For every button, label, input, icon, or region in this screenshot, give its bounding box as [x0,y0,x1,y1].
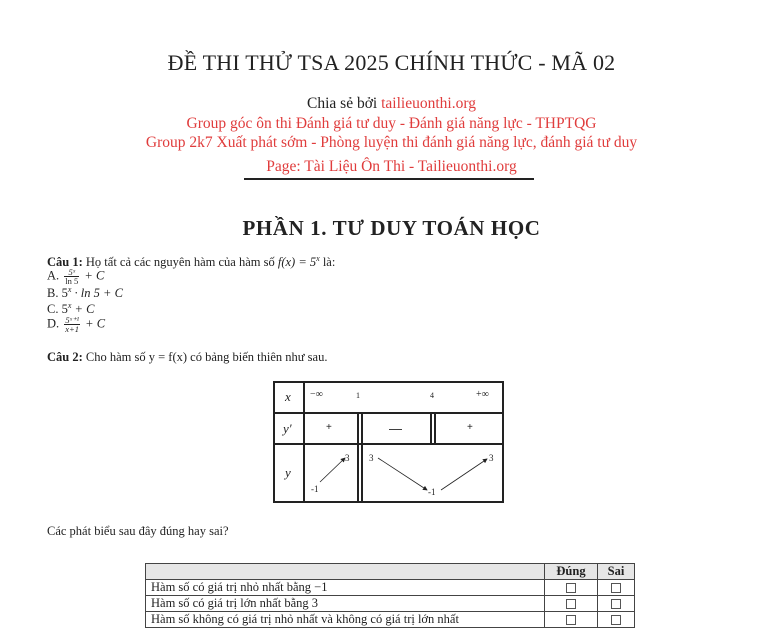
tf-prompt: Các phát biểu sau đây đúng hay sai? [47,524,229,538]
true-header: Đúng [545,564,598,580]
page-link[interactable]: Page: Tài Liệu Ôn Thi - Tailieuonthi.org [266,158,517,175]
y-value-seg2-start: 3 [369,453,374,463]
option-a-letter: A. [47,268,60,283]
true-cell [545,612,598,628]
option-a[interactable] [47,268,104,285]
y-value-seg2-end: -1 [428,487,436,497]
option-d-tail: + C [82,316,106,331]
true-checkbox[interactable] [566,615,576,625]
row-label-x: x [285,389,291,404]
statement-cell: Hàm số có giá trị nhỏ nhất bằng −1 [146,580,545,596]
x-value-pos-inf: +∞ [476,389,489,400]
share-line [0,95,783,113]
fraction-denominator: ln 5 [65,276,79,286]
option-d[interactable] [47,316,105,333]
variation-table [273,381,504,503]
option-c-tail: + C [71,302,95,316]
fraction-denominator: x+1 [65,324,80,334]
x-value-4: 4 [430,391,434,400]
option-d-fraction [64,316,80,333]
false-checkbox[interactable] [611,599,621,609]
true-checkbox[interactable] [566,599,576,609]
x-value-1: 1 [356,391,360,400]
table-row [146,580,635,596]
share-prefix: Chia sẻ bởi [307,95,382,112]
fraction-numerator: 5ˣ [64,268,79,277]
row-label-y: y [285,465,291,480]
x-value-neg-inf: −∞ [310,389,323,400]
question-1-exponent: x [316,254,320,263]
fraction-numerator: 5ˣ⁺¹ [65,315,79,325]
group-line-1[interactable]: Group góc ôn thi Đánh giá tư duy - Đánh giá năng lực - THPTQG [186,115,597,132]
sign-plus-2: + [467,422,473,433]
table-row [146,612,635,628]
option-a-fraction [64,268,79,285]
statement-cell: Hàm số không có giá trị nhỏ nhất và không có giá trị lớn nhất [146,612,545,628]
true-cell [545,580,598,596]
document-title: ĐỀ THI THỬ TSA 2025 CHÍNH THỨC - MÃ 02 [167,50,616,75]
option-b-letter: B. [47,286,59,300]
false-cell [598,580,635,596]
option-b-tail: · ln 5 + C [71,286,123,300]
false-checkbox[interactable] [611,615,621,625]
sign-minus: — [389,421,402,436]
option-a-tail: + C [81,268,105,283]
question-1-label: Câu 1: [47,255,83,269]
y-value-seg3-end: 3 [489,453,494,463]
statement-header [146,564,545,580]
share-link[interactable]: tailieuonthi.org [381,95,476,112]
option-b[interactable] [47,286,123,301]
question-1-function: f(x) = 5 [277,255,317,269]
header-divider [244,178,534,180]
option-c-exp: x [67,301,72,310]
group-line-2[interactable]: Group 2k7 Xuất phát sớm - Phòng luyện thi đánh giá năng lực, đánh giá tư duy [145,134,638,151]
option-b-exp: x [67,285,72,294]
question-2-label: Câu 2: [47,350,83,364]
question-1-text: Họ tất cả các nguyên hàm của hàm số [82,255,278,269]
y-value-seg1-start: -1 [311,484,319,494]
question-1-text-end: là: [319,255,336,269]
question-2 [47,350,327,365]
option-c-letter: C. [47,302,59,316]
true-checkbox[interactable] [566,583,576,593]
y-value-seg1-end: 3 [345,453,350,463]
false-checkbox[interactable] [611,583,621,593]
table-row [146,596,635,612]
section-heading: PHẦN 1. TƯ DUY TOÁN HỌC [242,216,541,240]
statement-cell: Hàm số có giá trị lớn nhất bằng 3 [146,596,545,612]
true-false-table [145,563,635,628]
option-b-base: 5 [61,286,68,300]
table-header-row [146,564,635,580]
option-d-letter: D. [47,316,60,331]
row-label-y-prime: y′ [283,421,292,436]
false-cell [598,596,635,612]
false-cell [598,612,635,628]
option-c-base: 5 [61,302,68,316]
false-header: Sai [598,564,635,580]
variation-arrows [275,383,506,505]
true-cell [545,596,598,612]
sign-plus-1: + [326,422,332,433]
question-2-text: Cho hàm số y = f(x) có bảng biến thiên như sau. [82,350,328,364]
